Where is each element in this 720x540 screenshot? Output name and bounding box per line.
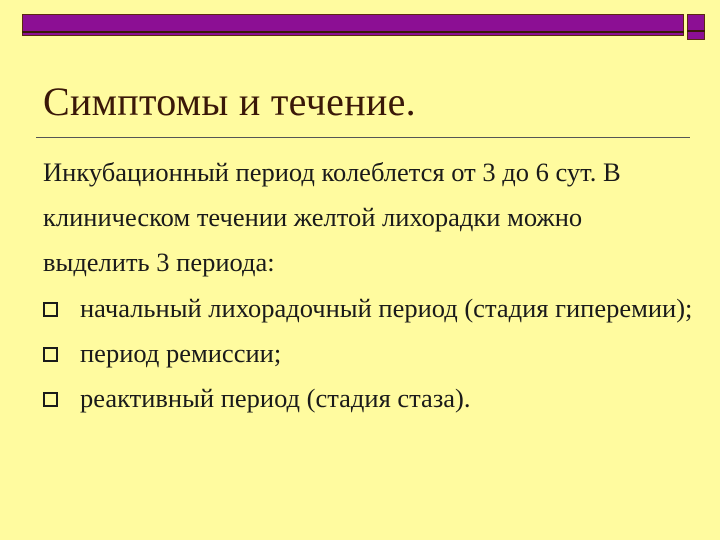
title-underline [36, 137, 690, 138]
hollow-square-bullet-icon [43, 302, 58, 317]
bullet-text: реактивный период (стадия стаза). [80, 383, 471, 413]
intro-paragraph: Инкубационный период колеблется от 3 до 6 сут. В клиническом течении желтой лихорадки можно выделить 3 периода: [43, 157, 621, 277]
slide-title: Симптомы и течение. [43, 79, 416, 124]
bullet-list [43, 285, 703, 420]
bullet-item [43, 285, 703, 330]
corner-accent-square [687, 14, 705, 40]
bullet-item [43, 330, 703, 375]
bullet-text: начальный лихорадочный период (стадия гиперемии); [80, 293, 693, 323]
bullet-text: период ремиссии; [80, 338, 282, 368]
hollow-square-bullet-icon [43, 347, 58, 362]
hollow-square-bullet-icon [43, 392, 58, 407]
slide-body [43, 150, 703, 420]
top-accent-line [22, 31, 684, 33]
bullet-item [43, 375, 703, 420]
